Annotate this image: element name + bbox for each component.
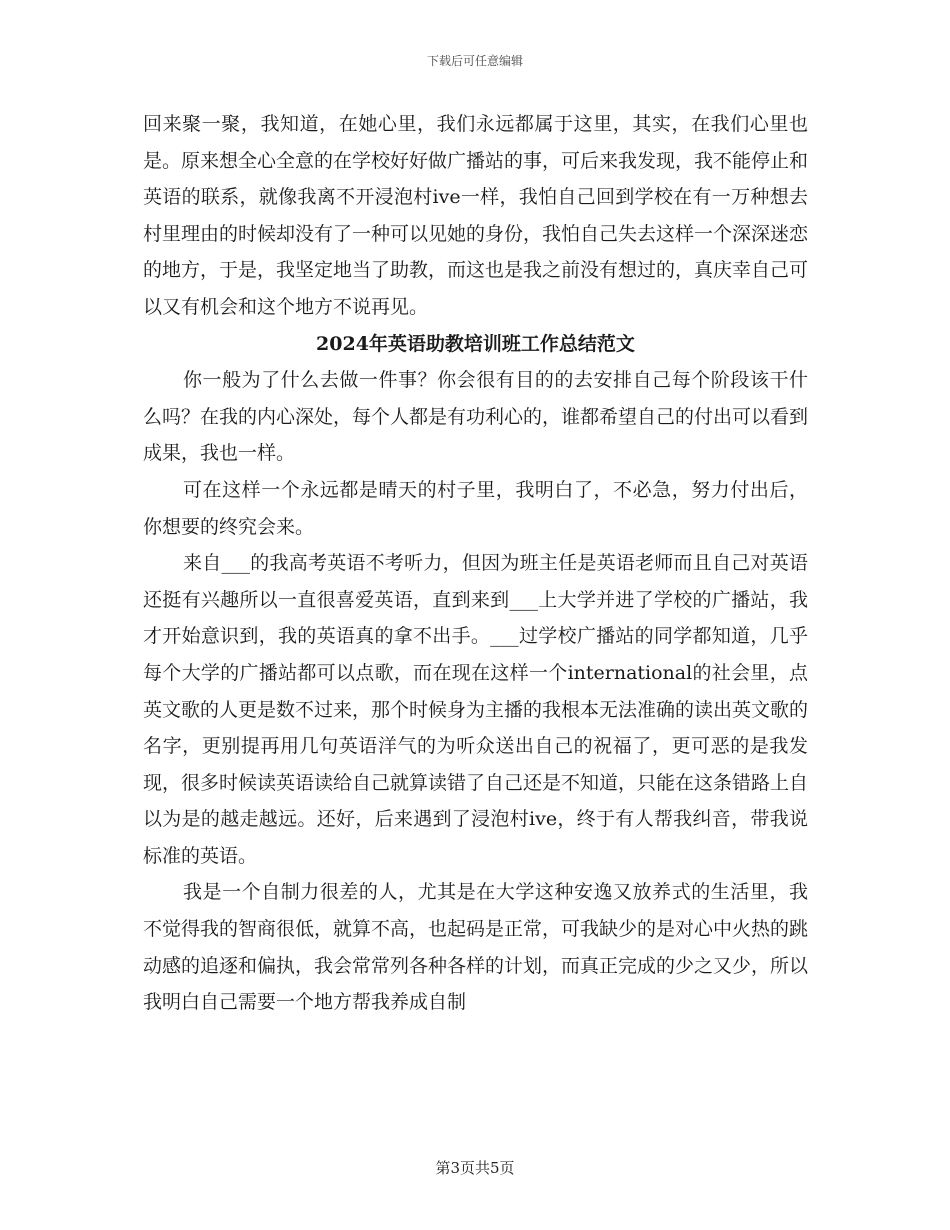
continuation-paragraph: 回来聚一聚，我知道，在她心里，我们永远都属于这里，其实，在我们心里也是。原来想全心全意的在学校好好做广播站的事，可后来我发现，我不能停止和英语的联系，就像我离不开浸泡村ive一样，我怕自己回到学校在有一万种想去村里理由的时候却没有了一种可以见她的身份，我怕自己失去这样一个深深迷恋的地方，于是，我坚定地当了助教，而这也是我之前没有想过的，真庆幸自己可以又有机会和这个地方不说再见。 [143,113,809,318]
paragraph-2: 可在这样一个永远都是晴天的村子里，我明白了，不必急，努力付出后，你想要的终究会来。 [143,478,808,538]
section-title: 2024年英语助教培训班工作总结范文 [316,332,635,355]
page-header-note: 下载后可任意编辑 [426,54,523,68]
document-body [143,106,808,1021]
paragraph-3: 来自___的我高考英语不考听力，但因为班主任是英语老师而且自己对英语还挺有兴趣所以一直很喜爱英语，直到来到___上大学并进了学校的广播站，我才开始意识到，我的英语真的拿不出手。___过学校广播站的同学都知道，几乎每个大学的广播站都可以点歌，而在现在这样一个international的社会里，点英文歌的人更是数不过来，那个时候身为主播的我根本无法准确的读出英文歌的名字，更别提再用几句英语洋气的为听众送出自己的祝福了，更可恶的是我发现，很多时候读英语读给自己就算读错了自己还是不知道，只能在这条错路上自以为是的越走越远。还好，后来遇到了浸泡村ive，终于有人帮我纠音，带我说标准的英语。 [143,552,809,867]
page-number: 第3页共5页 [435,1159,515,1177]
paragraph-4: 我是一个自制力很差的人，尤其是在大学这种安逸又放养式的生活里，我不觉得我的智商很低，就算不高，也起码是正常，可我缺少的是对心中火热的跳动感的追逐和偏执，我会常常列各种各样的计划，而真正完成的少之又少，所以我明白自己需要一个地方帮我养成自制 [143,881,809,1014]
paragraph-1: 你一般为了什么去做一件事？你会很有目的的去安排自己每个阶段该干什么吗？在我的内心深处，每个人都是有功利心的，谁都希望自己的付出可以看到成果，我也一样。 [143,369,809,465]
